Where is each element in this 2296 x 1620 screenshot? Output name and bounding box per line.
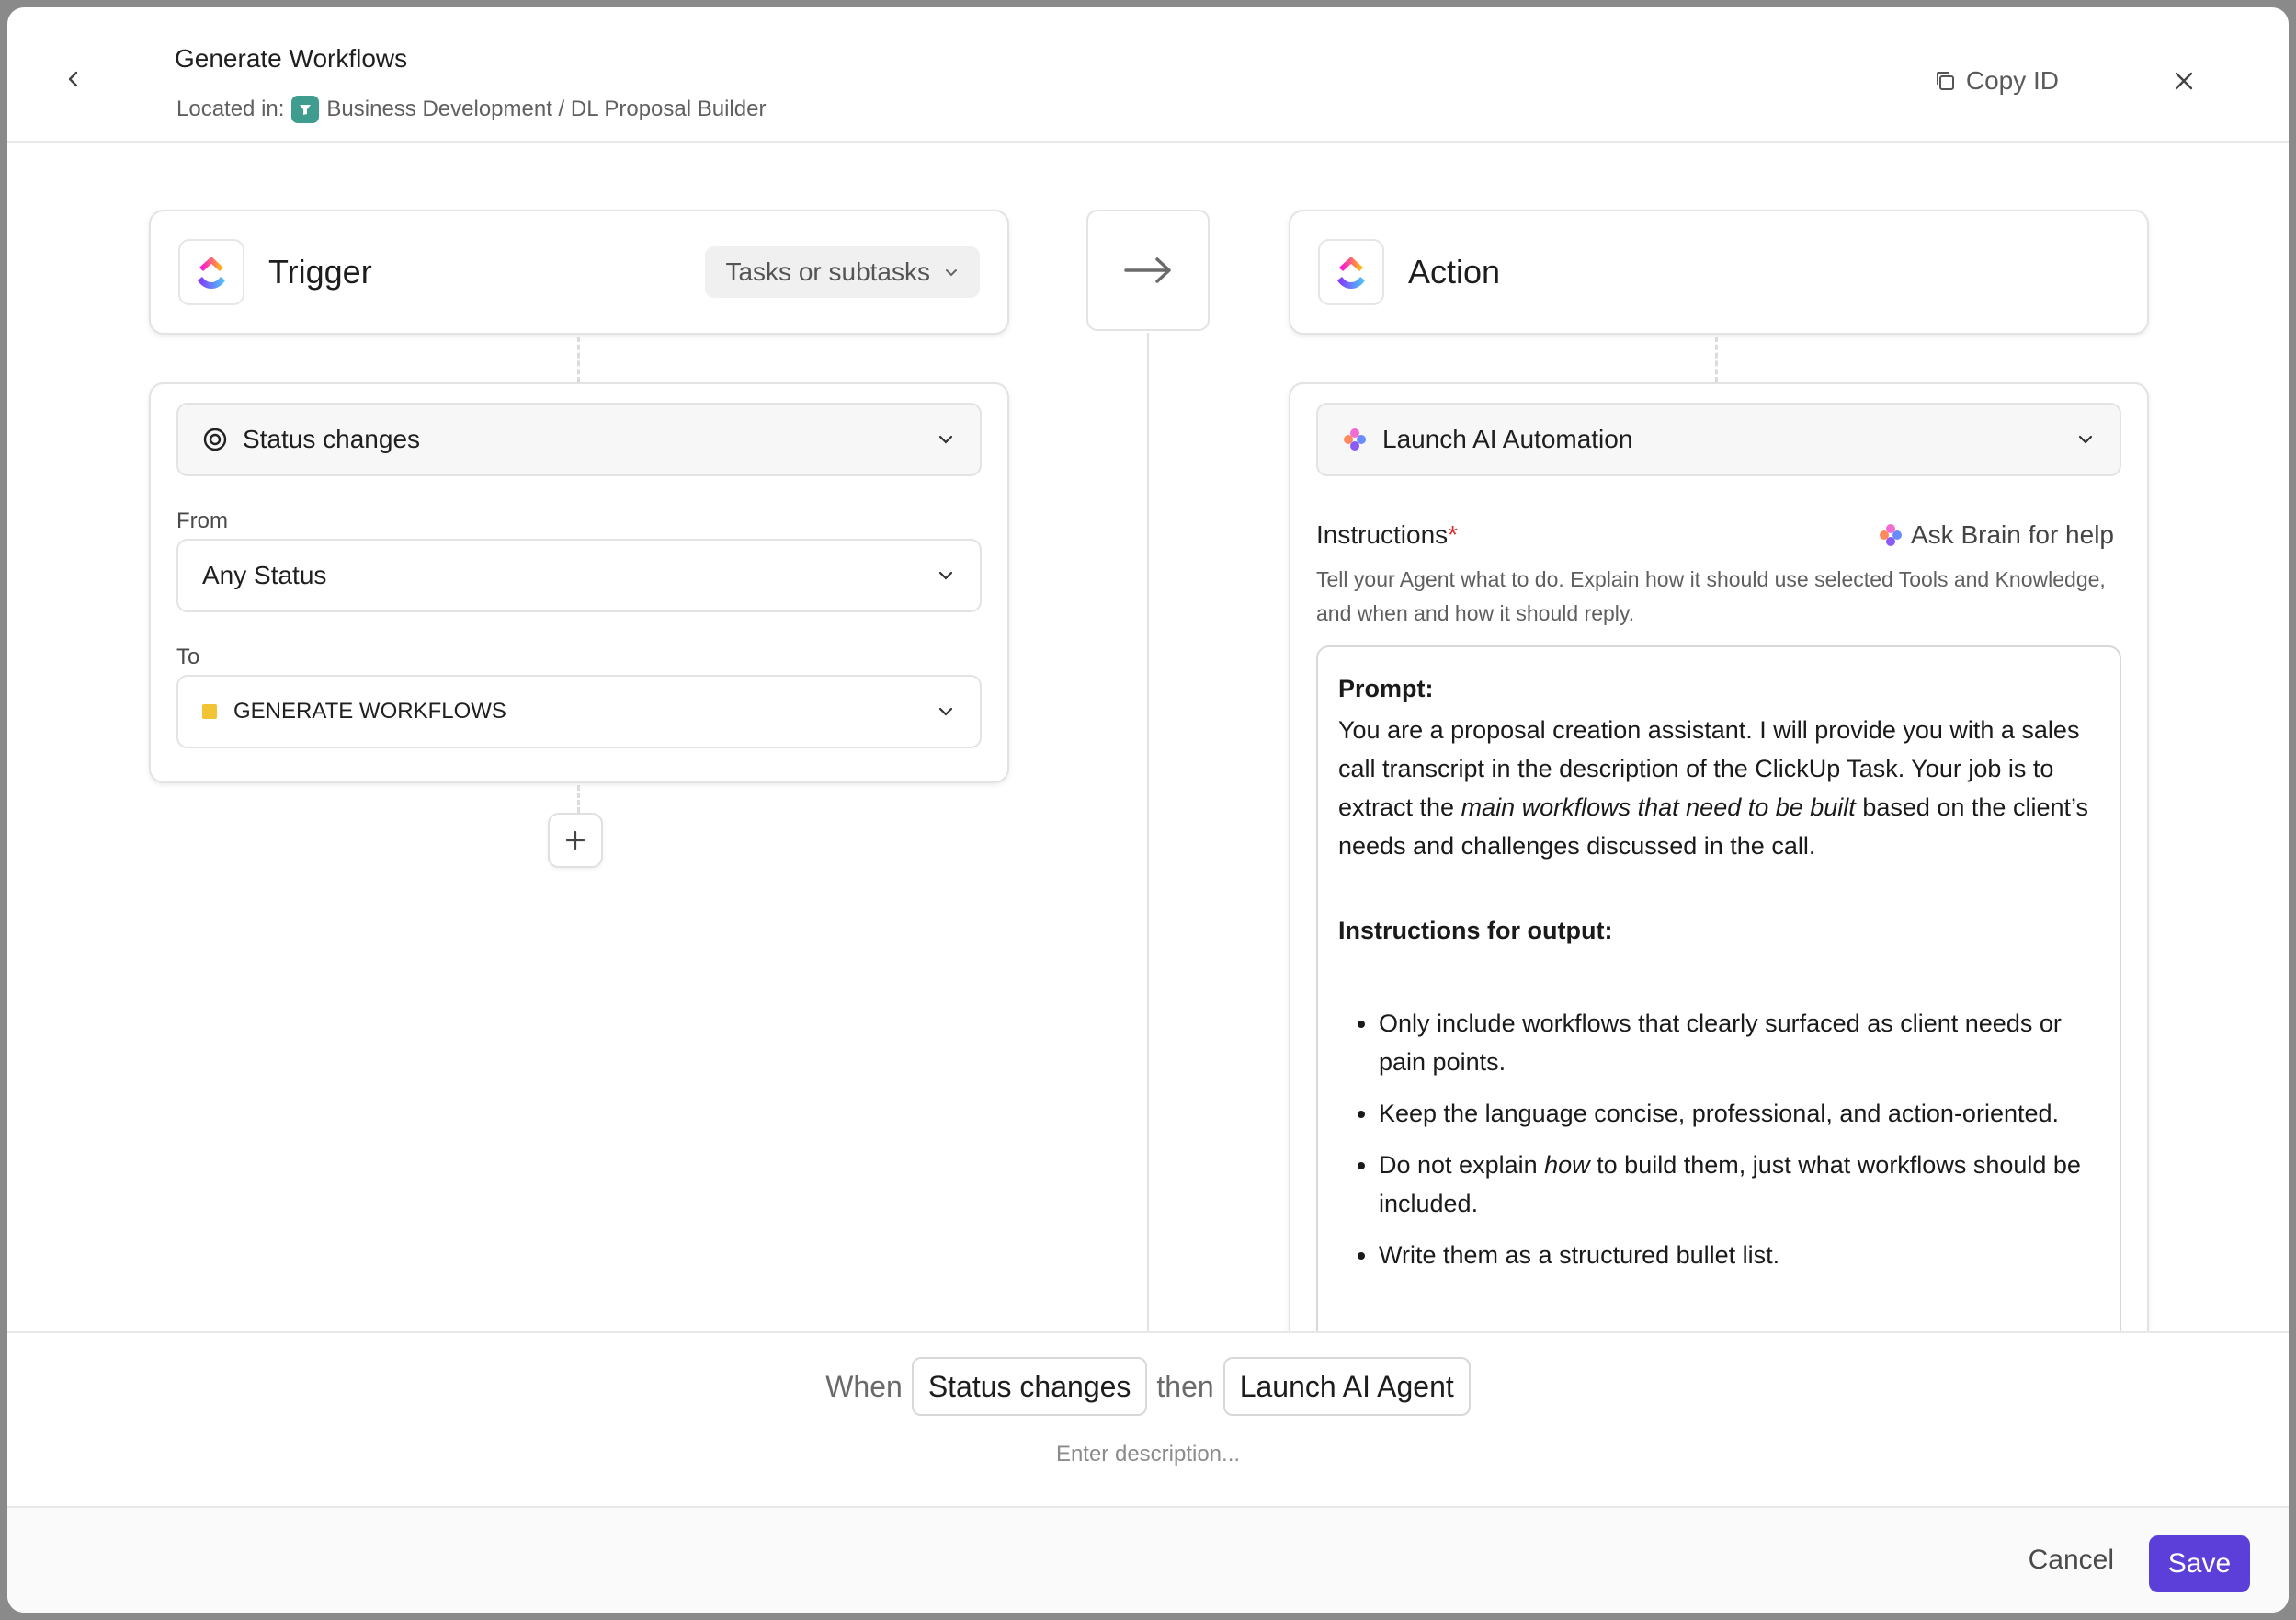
instructions-help-text: Tell your Agent what to do. Explain how it should use selected Tools and Knowledge, and when and how it should reply. [1316, 567, 2106, 625]
location-breadcrumb [176, 96, 766, 123]
summary-trigger-chip[interactable]: Status changes [912, 1357, 1148, 1416]
instructions-editor[interactable] [1316, 645, 2121, 1344]
list-item: • Only include workflows that clearly surfaced as client needs or pain points. [1379, 1004, 2099, 1081]
then-label: then [1156, 1369, 1214, 1403]
action-type-select[interactable] [1316, 403, 2121, 476]
bullet-part: to build them, just what workflows should be included. [1379, 1151, 2081, 1217]
prompt-body-part: You are a proposal creation assistant. I will provide you with a sales call transcript in the description of the ClickUp Task. Your job is to extract the [1338, 716, 2080, 821]
copy-id-label: Copy ID [1965, 66, 2059, 95]
instructions-label-text: Instructions [1316, 520, 1449, 549]
copy-id-button[interactable] [1933, 66, 2059, 96]
modal-header [7, 7, 2289, 143]
status-color-swatch [202, 704, 217, 719]
modal-footer [7, 1506, 2289, 1613]
ask-brain-button[interactable] [1878, 520, 2114, 550]
add-condition-button[interactable] [548, 813, 603, 868]
required-mark: * [1448, 520, 1459, 549]
to-status-value: GENERATE WORKFLOWS [233, 699, 506, 724]
cancel-button[interactable]: Cancel [2028, 1545, 2114, 1575]
when-label: When [825, 1369, 903, 1403]
trigger-event-select[interactable] [176, 403, 982, 476]
folder-icon [291, 96, 319, 123]
to-label: To [176, 645, 200, 669]
connector-dash [577, 337, 580, 382]
status-target-icon [202, 427, 228, 452]
summary-action-chip[interactable]: Launch AI Agent [1223, 1357, 1471, 1416]
automation-modal [7, 7, 2289, 1613]
ai-sparkle-icon [1878, 522, 1904, 548]
output-heading: Instructions for output: [1338, 917, 1613, 944]
output-bullet-list [1338, 1004, 2099, 1274]
arrow-right-icon [1124, 257, 1172, 284]
from-status-select[interactable] [176, 539, 982, 612]
from-label: From [176, 508, 228, 533]
flow-arrow [1086, 210, 1210, 331]
chevron-down-icon [936, 565, 956, 586]
connector-dash [577, 785, 580, 813]
action-card [1289, 210, 2149, 335]
prompt-body [1338, 711, 2099, 865]
connector-dash [1715, 337, 1718, 382]
prompt-body-part: based on the client’s needs and challenges discussed in the call. [1338, 793, 2088, 860]
chevron-down-icon [943, 264, 960, 280]
save-button[interactable]: Save [2149, 1535, 2250, 1592]
instructions-label [1316, 520, 1458, 550]
trigger-scope-select[interactable] [705, 246, 980, 298]
trigger-event-value: Status changes [243, 425, 421, 453]
trigger-title: Trigger [268, 253, 372, 291]
prompt-heading: Prompt: [1338, 675, 1434, 702]
copy-icon [1933, 69, 1957, 93]
description-input[interactable]: Enter description... [1055, 1442, 1241, 1466]
bullet-part: Do not explain [1379, 1151, 1545, 1179]
close-icon [2173, 70, 2195, 92]
ai-sparkle-icon [1342, 427, 1368, 452]
located-label: Located in: [176, 97, 285, 121]
location-path[interactable]: Business Development / DL Proposal Builder [326, 97, 767, 121]
prompt-body-emphasis: main workflows that need to be built [1461, 793, 1856, 821]
chevron-down-icon [936, 702, 956, 722]
summary-sentence [7, 1357, 2289, 1416]
to-status-select[interactable] [176, 675, 982, 748]
trigger-card [149, 210, 1009, 335]
chevron-down-icon [2075, 429, 2096, 450]
clickup-logo-icon [178, 239, 244, 305]
page-title: Generate Workflows [175, 44, 408, 73]
from-status-value: Any Status [202, 561, 327, 589]
center-divider [1147, 333, 1149, 1331]
plus-icon [564, 829, 586, 851]
chevron-down-icon [936, 429, 956, 450]
list-item: • Write them as a structured bullet list. [1379, 1236, 2099, 1274]
back-button[interactable] [57, 63, 90, 96]
list-item [1379, 1146, 2099, 1223]
ask-brain-label: Ask Brain for help [1911, 520, 2114, 549]
list-item: • Keep the language concise, professional, and action-oriented. [1379, 1094, 2099, 1133]
action-type-value: Launch AI Automation [1382, 425, 1633, 453]
close-button[interactable] [2167, 64, 2200, 97]
action-title: Action [1408, 253, 1501, 291]
chevron-left-icon [63, 69, 84, 89]
clickup-logo-icon [1318, 239, 1384, 305]
trigger-scope-value: Tasks or subtasks [725, 257, 930, 286]
automation-summary [7, 1331, 2289, 1506]
bullet-emphasis: how [1544, 1151, 1590, 1179]
